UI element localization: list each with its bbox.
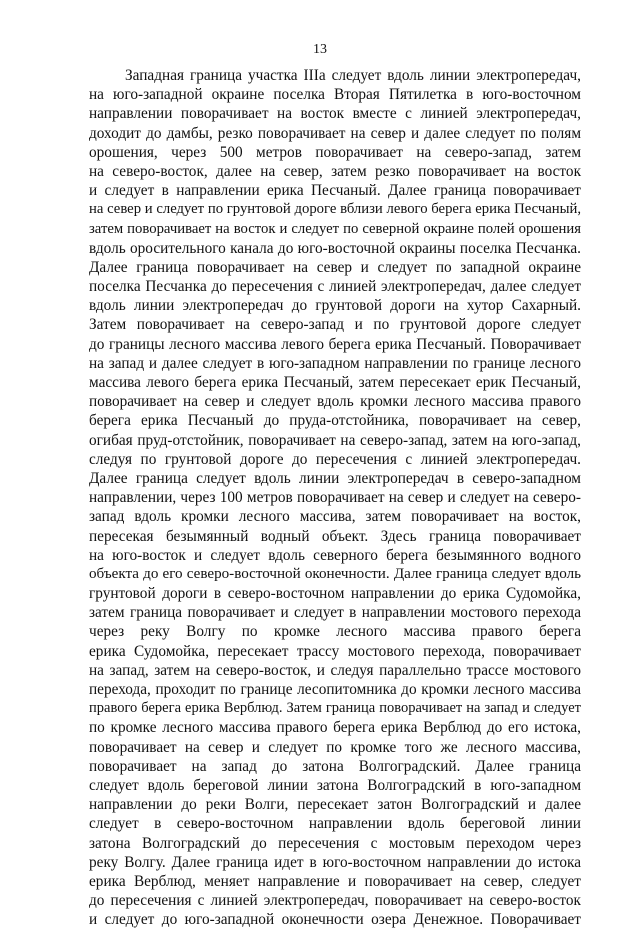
text-line: следуя по грунтовой дороге до пересечения с линией электропередач. — [89, 450, 581, 468]
text-line: следует в северо-восточном направлении вдоль береговой линии — [89, 815, 581, 833]
text-line: Западная граница участка IIIа следует вдоль линии электропередач, — [125, 67, 581, 84]
text-line: затем граница поворачивает и следует в направлении мостового перехода — [89, 604, 581, 622]
text-line: и следует в направлении ерика Песчаный. Далее граница поворачивает — [89, 182, 581, 200]
text-line: на северо-восток, далее на север, затем резко поворачивает на восток — [89, 162, 581, 180]
text-line: Далее граница поворачивает на север и следует по западной окраине — [89, 258, 581, 276]
text-line: на юго-восток и следует вдоль северного берега безымянного водного — [89, 546, 581, 564]
text-line: объекта до его северо-восточной оконечности. Далее граница следует вдоль — [89, 565, 581, 582]
text-line: доходит до дамбы, резко поворачивает на север и далее следует по полям — [89, 124, 581, 142]
text-line: правого берега ерика Верблюд. Затем граница поворачивает на запад и следует — [89, 700, 581, 717]
text-line: пересекая безымянный водный объект. Здесь граница поворачивает — [89, 527, 581, 545]
text-line: затона Волгоградский до пересечения с мостовым переходом через — [89, 834, 581, 852]
text-line: массива левого берега ерика Песчаный, затем пересекает ерик Песчаный, — [89, 374, 581, 391]
text-line: на запад и далее следует в юго-западном направлении по границе лесного — [89, 354, 581, 372]
text-line: огибая пруд-отстойник, поворачивает на северо-запад, затем на юго-запад, — [89, 431, 581, 449]
text-line: направлении до реки Волги, пересекает затон Волгоградский и далее — [89, 796, 581, 814]
text-line: поворачивает на север и следует по кромке того же лесного массива, — [89, 738, 581, 756]
text-line: затем поворачивает на восток и следует по северной окраине полей орошения — [89, 220, 581, 237]
text-line: поворачивает на запад до затона Волгоградский. Далее граница — [89, 757, 581, 775]
text-line: направлении, через 100 метров поворачивает на север и следует на северо- — [89, 489, 581, 507]
text-line: через реку Волгу по кромке лесного массива правого берега — [89, 623, 581, 641]
text-line: направлении поворачивает на восток вместе с линией электропередач, — [89, 105, 581, 123]
text-line: на юго-западной окраине поселка Вторая Пятилетка в юго-восточном — [89, 86, 581, 104]
text-line: грунтовой дороги в северо-восточном направлении до ерика Судомойка, — [89, 585, 581, 603]
body-paragraph — [89, 66, 581, 929]
text-line: на запад, затем на северо-восток, и следуя параллельно трассе мостового — [89, 661, 581, 679]
text-line: по кромке лесного массива правого берега ерика Верблюд до его истока, — [89, 719, 581, 737]
text-line: до границы лесного массива левого берега ерика Песчаный. Поворачивает — [89, 335, 581, 353]
text-line: до пересечения с линией электропередач, поворачивает на северо-восток — [89, 892, 581, 910]
text-line: ерика Судомойка, пересекает трассу мостового перехода, поворачивает — [89, 642, 581, 660]
text-line: вдоль линии электропередач до грунтовой дороги на хутор Сахарный. — [89, 297, 581, 315]
page-number: 13 — [313, 42, 327, 57]
text-line: реку Волгу. Далее граница идет в юго-восточном направлении до истока — [89, 853, 581, 871]
text-line: вдоль оросительного канала до юго-восточной окраины поселка Песчанка. — [89, 239, 581, 257]
text-line: поселка Песчанка до пересечения с линией электропередач, далее следует — [89, 278, 581, 296]
text-line: запад вдоль кромки лесного массива, затем поворачивает на восток, — [89, 508, 581, 526]
text-line: Затем поворачивает на северо-запад и по грунтовой дороге следует — [89, 316, 581, 334]
text-line: следует вдоль береговой линии затона Волгоградский в юго-западном — [89, 776, 581, 794]
text-line: поворачивает на север и следует вдоль кромки лесного массива правого — [89, 393, 581, 411]
text-line: берега ерика Песчаный до пруда-отстойника, поворачивает на север, — [89, 412, 581, 430]
text-line: Далее граница следует вдоль линии электропередач в северо-западном — [89, 469, 581, 487]
text-line: на север и следует по грунтовой дороге вблизи левого берега ерика Песчаный, — [89, 201, 581, 218]
text-line: и следует до юго-западной оконечности озера Денежное. Поворачивает — [89, 911, 581, 929]
text-line: ерика Верблюд, меняет направление и поворачивает на север, следует — [89, 872, 581, 890]
text-line: орошения, через 500 метров поворачивает на северо-запад, затем — [89, 143, 581, 161]
text-line: перехода, проходит по границе лесопитомника до кромки лесного массива — [89, 681, 581, 698]
